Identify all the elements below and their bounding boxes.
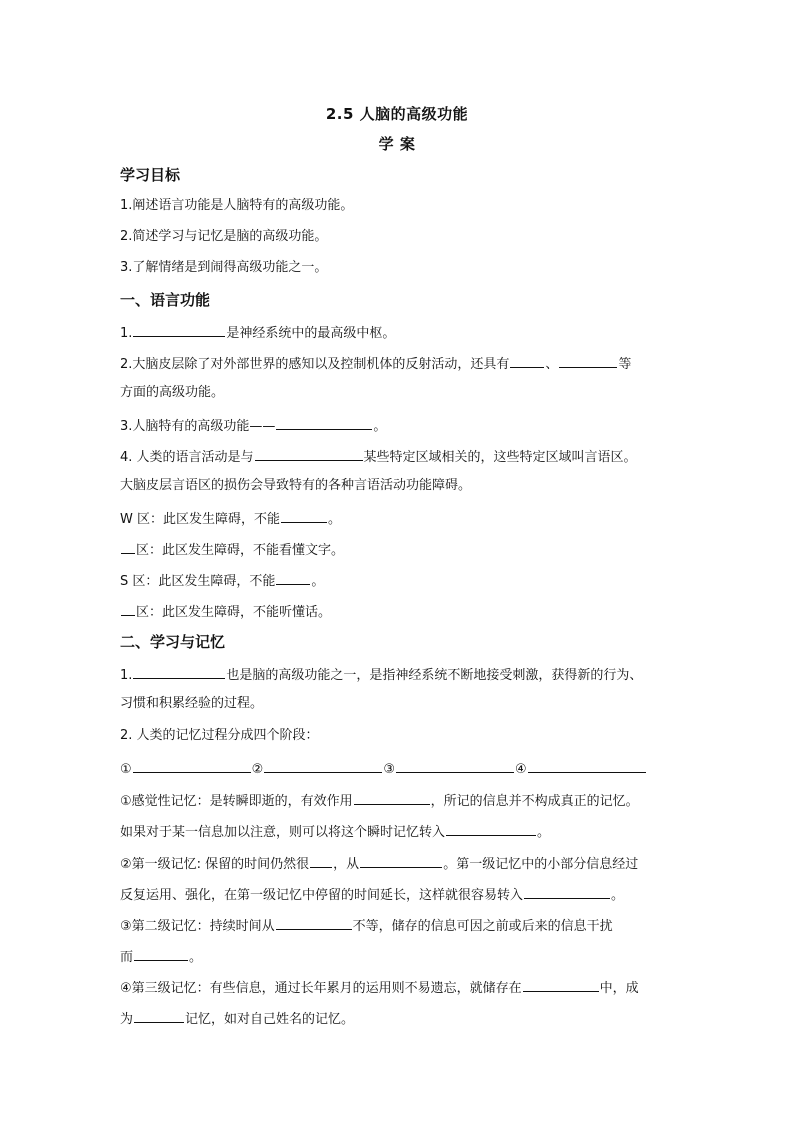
fill-blank[interactable] <box>133 664 225 679</box>
fill-blank[interactable] <box>354 790 430 805</box>
page-subtitle: 学 案 <box>378 135 416 153</box>
objectives-heading: 学习目标 <box>120 166 181 184</box>
s1-question-1: 1. 是神经系统中的最高级中枢。 <box>120 322 395 343</box>
s2-question-2: 2. 人类的记忆过程分成四个阶段： <box>120 728 319 743</box>
section2-heading: 二、学习与记忆 <box>120 633 226 651</box>
second-memory-line: ③第二级记忆：持续时间从 不等，储存的信息可因之前或后来的信息干扰 <box>120 915 613 936</box>
s1-question-4: 4. 人类的语言活动是与 某些特定区域相关的，这些特定区域叫言语区。 <box>120 446 637 467</box>
fill-blank[interactable] <box>276 915 352 930</box>
s1-question-4-cont: 大脑皮层言语区的损伤会导致特有的各种言语活动功能障碍。 <box>120 478 472 493</box>
v-area-line: 区：此区发生障碍，不能看懂文字。 <box>120 539 344 560</box>
fill-blank[interactable] <box>510 353 544 368</box>
memory-stages-line: ① ② ③ ④ <box>120 758 647 779</box>
fill-blank[interactable] <box>310 853 332 868</box>
fill-blank[interactable] <box>360 853 442 868</box>
objective-item: 3.了解情绪是到闹得高级功能之一。 <box>120 260 328 275</box>
sensory-memory-line: ①感觉性记忆：是转瞬即逝的，有效作用 ，所记的信息并不构成真正的记忆。 <box>120 790 639 811</box>
second-memory-line-2: 而 。 <box>120 946 202 967</box>
objective-item: 1.阐述语言功能是人脑特有的高级功能。 <box>120 198 354 213</box>
fill-blank[interactable] <box>133 322 225 337</box>
fill-blank[interactable] <box>134 1008 184 1023</box>
first-memory-line: ②第一级记忆: 保留的时间仍然很 ，从 。第一级记忆中的小部分信息经过 <box>120 853 638 874</box>
fill-blank[interactable] <box>396 758 514 773</box>
fill-blank[interactable] <box>559 353 617 368</box>
objective-item: 2.简述学习与记忆是脑的高级功能。 <box>120 229 328 244</box>
fill-blank[interactable] <box>281 508 327 523</box>
s1-question-3: 3.人脑特有的高级功能—— 。 <box>120 415 386 436</box>
s2-question-1-cont: 习惯和积累经验的过程。 <box>120 696 264 711</box>
fill-blank[interactable] <box>528 758 646 773</box>
w-area-line: W 区：此区发生障碍，不能 。 <box>120 508 341 529</box>
third-memory-line-2: 为 记忆，如对自己姓名的记忆。 <box>120 1008 354 1029</box>
s1-question-2: 2.大脑皮层除了对外部世界的感知以及控制机体的反射活动，还具有 、 等 <box>120 353 631 374</box>
s2-question-1: 1. 也是脑的高级功能之一，是指神经系统不断地接受刺激，获得新的行为、 <box>120 664 642 685</box>
fill-blank[interactable] <box>523 977 599 992</box>
fill-blank[interactable] <box>121 539 135 554</box>
sensory-memory-line-2: 如果对于某一信息加以注意，则可以将这个瞬时记忆转入 。 <box>120 821 550 842</box>
fill-blank[interactable] <box>121 601 135 616</box>
section1-heading: 一、语言功能 <box>120 291 211 309</box>
fill-blank[interactable] <box>524 884 610 899</box>
page-title: 2.5 人脑的高级功能 <box>325 105 469 123</box>
s-area-line: S 区：此区发生障碍，不能 。 <box>120 570 324 591</box>
s1-question-2-cont: 方面的高级功能。 <box>120 385 225 400</box>
fill-blank[interactable] <box>276 415 372 430</box>
first-memory-line-2: 反复运用、强化，在第一级记忆中停留的时间延长，这样就很容易转入 。 <box>120 884 624 905</box>
fill-blank[interactable] <box>276 570 310 585</box>
fill-blank[interactable] <box>446 821 536 836</box>
third-memory-line: ④第三级记忆：有些信息，通过长年累月的运用则不易遗忘，就储存在 中，成 <box>120 977 639 998</box>
fill-blank[interactable] <box>255 446 363 461</box>
fill-blank[interactable] <box>133 758 251 773</box>
fill-blank[interactable] <box>264 758 382 773</box>
h-area-line: 区：此区发生障碍，不能听懂话。 <box>120 601 331 622</box>
fill-blank[interactable] <box>134 946 188 961</box>
